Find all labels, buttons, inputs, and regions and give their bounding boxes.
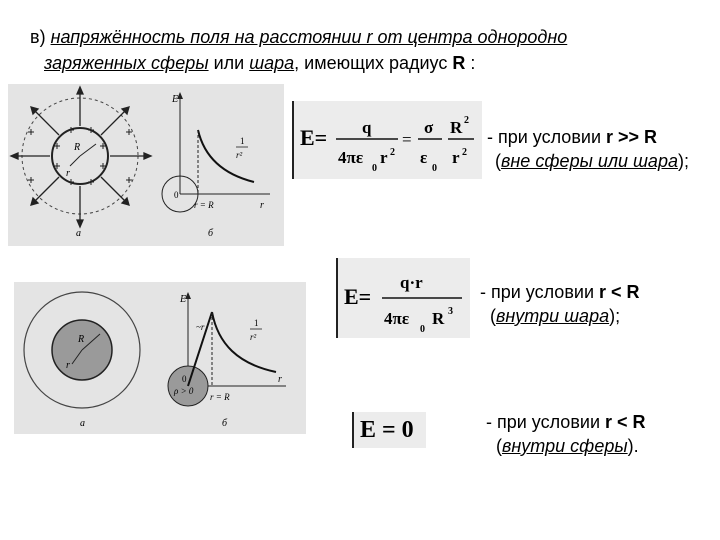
condition-inside-sphere (486, 410, 646, 458)
formula-inside-ball (336, 258, 470, 338)
f2-den: 4πε (384, 309, 410, 328)
c1-prefix: - при условии (487, 127, 606, 147)
fig1-curve-label-den: r² (236, 150, 243, 160)
f3-text: E = 0 (360, 417, 414, 443)
fig1-axis-r: r (260, 200, 264, 211)
f1-eq: = (402, 130, 412, 149)
f1-lhs: E= (300, 125, 328, 150)
c3-note: внутри сферы (502, 436, 628, 456)
heading-italic-1: напряжённость поля на расстоянии r от центра однородно (50, 27, 568, 47)
f2-den-exp: 3 (448, 306, 453, 317)
fig2-curve-label: 1 (254, 318, 259, 328)
f1-den1-exp: 2 (390, 147, 395, 158)
fig2-zero: 0 (182, 374, 187, 384)
fig2-axis-E: E (180, 294, 187, 305)
f1-den1-sub: 0 (372, 163, 377, 174)
c1-note: вне сферы или шара (501, 151, 678, 171)
fig1-label-b: б (208, 228, 214, 239)
c3-expr: r < R (605, 412, 646, 432)
f1-num1: q (362, 118, 372, 137)
c3-close: ). (627, 436, 639, 456)
figure-sphere-field-outside (8, 84, 284, 246)
c2-expr: r < R (599, 282, 640, 302)
fig2-lin-label: ~r (196, 322, 205, 332)
c1-close: ); (677, 151, 689, 171)
f2-den-R: R (432, 309, 445, 328)
fig1-curve-label: 1 (240, 136, 245, 146)
heading-prefix: в) (30, 27, 51, 47)
f2-lhs: E= (344, 284, 372, 309)
c2-close: ); (609, 306, 621, 326)
formula-inside-sphere (352, 412, 426, 448)
c2-open: ( (490, 306, 496, 326)
c2-note: внутри шара (496, 306, 610, 326)
f1-den2-sub: 0 (432, 163, 437, 174)
f2-den-sub: 0 (420, 324, 425, 335)
heading-colon: : (465, 53, 476, 73)
f1-num3-exp: 2 (464, 115, 469, 126)
fig2-label-a: a (80, 418, 85, 429)
heading-italic-2: заряженных сферы (44, 53, 209, 73)
fig1-sphere-r: r (66, 168, 70, 179)
fig2-r-eq-R: r = R (210, 392, 230, 402)
fig2-sphere-R: R (78, 334, 85, 345)
heading-line-2 (30, 50, 710, 76)
c3-open: ( (496, 436, 502, 456)
f1-den3: r (452, 148, 460, 167)
c2-prefix: - при условии (480, 282, 599, 302)
condition-inside-ball (480, 280, 640, 328)
fig2-sphere-r: r (66, 360, 70, 371)
f1-den1: 4πε (338, 148, 364, 167)
f1-num3: R (450, 118, 463, 137)
fig1-r-eq-R: r = R (194, 200, 214, 210)
fig1-sphere-R: R (74, 142, 81, 153)
formula-2-svg (338, 258, 470, 338)
fig1-label-a: a (76, 228, 81, 239)
fig1-axis-E: E (172, 94, 179, 105)
fig2-curve-label-den: r² (250, 332, 257, 342)
figure-ball-field-inside (14, 282, 306, 434)
heading-suffix: , имеющих радиус (294, 53, 453, 73)
heading-italic-3: шара (249, 53, 295, 73)
f1-num2: σ (424, 118, 434, 137)
f1-den3-exp: 2 (462, 147, 467, 158)
fig2-axis-r: r (278, 374, 282, 385)
fig2-label-b: б (222, 418, 228, 429)
f2-num: q·r (400, 273, 423, 292)
heading-connector: или (208, 53, 250, 73)
f1-den1-r: r (380, 148, 388, 167)
c3-prefix: - при условии (486, 412, 605, 432)
section-heading (30, 24, 710, 76)
condition-outside (487, 125, 689, 173)
fig1-zero: 0 (174, 190, 179, 200)
c1-expr: r >> R (606, 127, 658, 147)
c1-open: ( (495, 151, 501, 171)
figure-2-svg (14, 282, 306, 434)
fig2-rho: ρ > 0 (174, 386, 194, 396)
formula-1-svg (294, 101, 482, 179)
figure-1-svg (8, 84, 284, 246)
f1-den2: ε (420, 148, 428, 167)
heading-radius-symbol: R (452, 53, 466, 73)
formula-outside (292, 101, 482, 179)
